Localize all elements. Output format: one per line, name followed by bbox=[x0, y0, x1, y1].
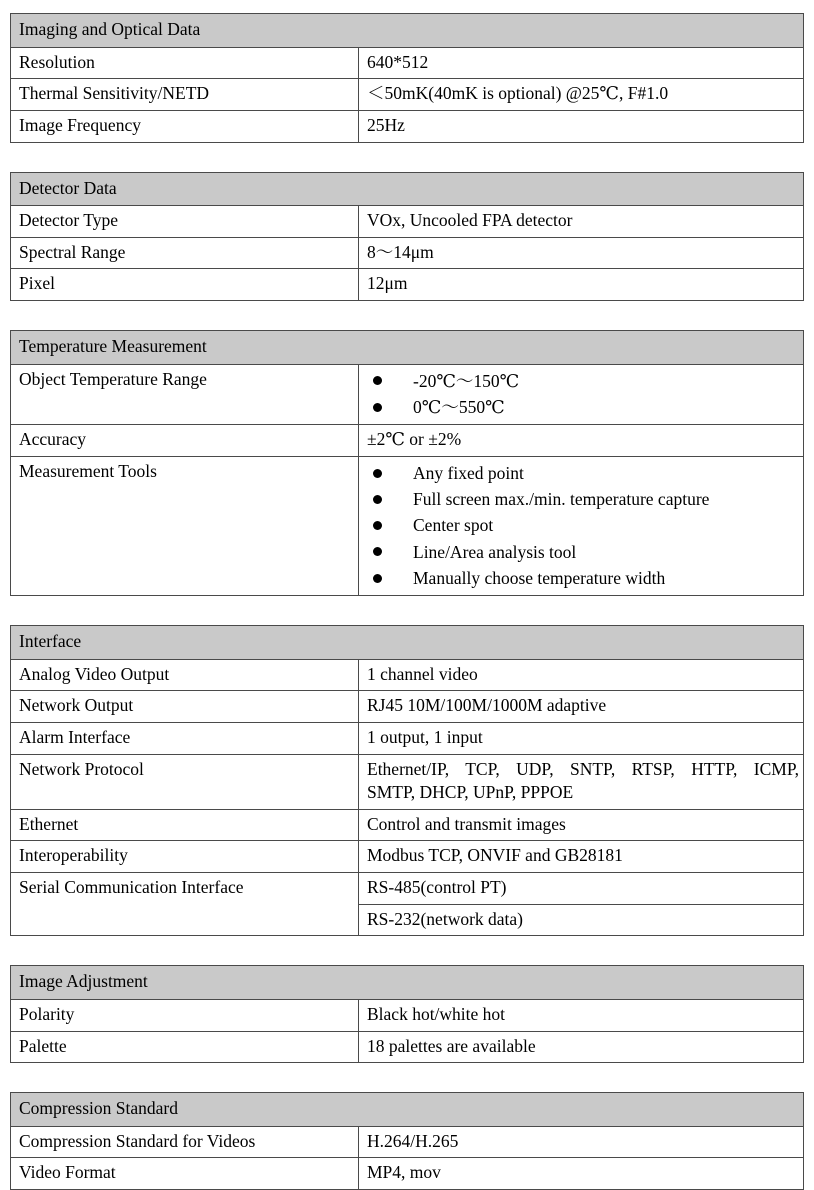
section-header-title: Detector Data bbox=[11, 172, 804, 206]
list-item bbox=[367, 394, 797, 420]
table-row bbox=[11, 110, 804, 142]
row-label: Network Output bbox=[11, 691, 359, 723]
row-value: 1 channel video bbox=[359, 659, 804, 691]
table-row bbox=[11, 1158, 804, 1190]
table-row bbox=[11, 425, 804, 457]
bullet-icon bbox=[373, 403, 382, 412]
row-value-line-1: Ethernet/IP, TCP, UDP, SNTP, RTSP, HTTP, ICMP, bbox=[367, 758, 800, 779]
row-label: Analog Video Output bbox=[11, 659, 359, 691]
row-label: Serial Communication Interface bbox=[11, 873, 359, 936]
list-item-label: Center spot bbox=[413, 515, 494, 536]
bullet-icon bbox=[373, 547, 382, 556]
row-label: Accuracy bbox=[11, 425, 359, 457]
bullet-icon bbox=[373, 469, 382, 478]
table-row bbox=[11, 809, 804, 841]
table-imaging-and-optical-data bbox=[10, 13, 804, 143]
row-value: MP4, mov bbox=[359, 1158, 804, 1190]
row-value-list bbox=[359, 364, 804, 425]
table-image-adjustment bbox=[10, 965, 804, 1063]
row-value: 12μm bbox=[359, 269, 804, 301]
section-header-title: Compression Standard bbox=[11, 1093, 804, 1127]
row-label: Object Temperature Range bbox=[11, 364, 359, 425]
list-item-label: Line/Area analysis tool bbox=[413, 541, 577, 562]
bullet-list bbox=[367, 368, 797, 421]
row-value: 18 palettes are available bbox=[359, 1031, 804, 1063]
section-header-title: Imaging and Optical Data bbox=[11, 14, 804, 48]
table-compression-standard bbox=[10, 1092, 804, 1190]
bullet-icon bbox=[373, 521, 382, 530]
row-value: H.264/H.265 bbox=[359, 1126, 804, 1158]
table-row bbox=[11, 841, 804, 873]
row-label: Interoperability bbox=[11, 841, 359, 873]
row-value: ±2℃ or ±2% bbox=[359, 425, 804, 457]
section-header-title: Image Adjustment bbox=[11, 966, 804, 1000]
row-value bbox=[359, 754, 804, 809]
row-label: Video Format bbox=[11, 1158, 359, 1190]
row-label: Thermal Sensitivity/NETD bbox=[11, 79, 359, 111]
section-header-row bbox=[11, 626, 804, 660]
row-label: Alarm Interface bbox=[11, 722, 359, 754]
table-row bbox=[11, 722, 804, 754]
row-value-line-2: SMTP, DHCP, UPnP, PPPOE bbox=[367, 782, 574, 803]
list-item-label: Full screen max./min. temperature capture bbox=[413, 489, 710, 509]
table-row bbox=[11, 79, 804, 111]
row-label: Polarity bbox=[11, 999, 359, 1031]
bullet-icon bbox=[373, 574, 382, 583]
list-item bbox=[367, 539, 797, 565]
table-detector-data bbox=[10, 172, 804, 302]
list-item-label: Manually choose temperature width bbox=[413, 567, 666, 588]
table-row bbox=[11, 456, 804, 595]
row-label: Spectral Range bbox=[11, 237, 359, 269]
row-value: 1 output, 1 input bbox=[359, 722, 804, 754]
row-label: Image Frequency bbox=[11, 110, 359, 142]
row-value: 640*512 bbox=[359, 47, 804, 79]
row-label: Ethernet bbox=[11, 809, 359, 841]
row-value: Modbus TCP, ONVIF and GB28181 bbox=[359, 841, 804, 873]
section-header-row bbox=[11, 966, 804, 1000]
section-header-row bbox=[11, 331, 804, 365]
table-row bbox=[11, 206, 804, 238]
section-header-row bbox=[11, 14, 804, 48]
row-value: ＜50mK(40mK is optional) @25℃, F#1.0 bbox=[359, 79, 804, 111]
table-row bbox=[11, 999, 804, 1031]
row-value: RS-232(network data) bbox=[359, 904, 804, 936]
row-label: Network Protocol bbox=[11, 754, 359, 809]
table-row bbox=[11, 47, 804, 79]
list-item bbox=[367, 512, 797, 538]
bullet-list bbox=[367, 460, 797, 591]
table-row bbox=[11, 1126, 804, 1158]
table-interface bbox=[10, 625, 804, 936]
list-item-label: 0℃～550℃ bbox=[413, 396, 505, 417]
bullet-icon bbox=[373, 376, 382, 385]
list-item-label: Any fixed point bbox=[413, 462, 524, 483]
table-row bbox=[11, 364, 804, 425]
table-row bbox=[11, 873, 804, 905]
row-value: 25Hz bbox=[359, 110, 804, 142]
row-label: Detector Type bbox=[11, 206, 359, 238]
table-row bbox=[11, 269, 804, 301]
table-row bbox=[11, 754, 804, 809]
list-item bbox=[367, 460, 797, 486]
table-row bbox=[11, 691, 804, 723]
row-value: RJ45 10M/100M/1000M adaptive bbox=[359, 691, 804, 723]
row-value: RS-485(control PT) bbox=[359, 873, 804, 905]
row-value: Black hot/white hot bbox=[359, 999, 804, 1031]
section-header-title: Interface bbox=[11, 626, 804, 660]
row-label: Pixel bbox=[11, 269, 359, 301]
list-item bbox=[367, 486, 797, 512]
row-label: Resolution bbox=[11, 47, 359, 79]
row-value: Control and transmit images bbox=[359, 809, 804, 841]
row-label: Measurement Tools bbox=[11, 456, 359, 595]
list-item-label: -20℃～150℃ bbox=[413, 370, 520, 391]
list-item bbox=[367, 565, 797, 591]
row-value-list bbox=[359, 456, 804, 595]
row-value: 8～14μm bbox=[359, 237, 804, 269]
row-label: Compression Standard for Videos bbox=[11, 1126, 359, 1158]
section-header-title: Temperature Measurement bbox=[11, 331, 804, 365]
list-item bbox=[367, 368, 797, 394]
table-temperature-measurement bbox=[10, 330, 804, 596]
row-value: VOx, Uncooled FPA detector bbox=[359, 206, 804, 238]
row-label: Palette bbox=[11, 1031, 359, 1063]
bullet-icon bbox=[373, 495, 382, 504]
table-row bbox=[11, 659, 804, 691]
table-row bbox=[11, 237, 804, 269]
section-header-row bbox=[11, 172, 804, 206]
section-header-row bbox=[11, 1093, 804, 1127]
